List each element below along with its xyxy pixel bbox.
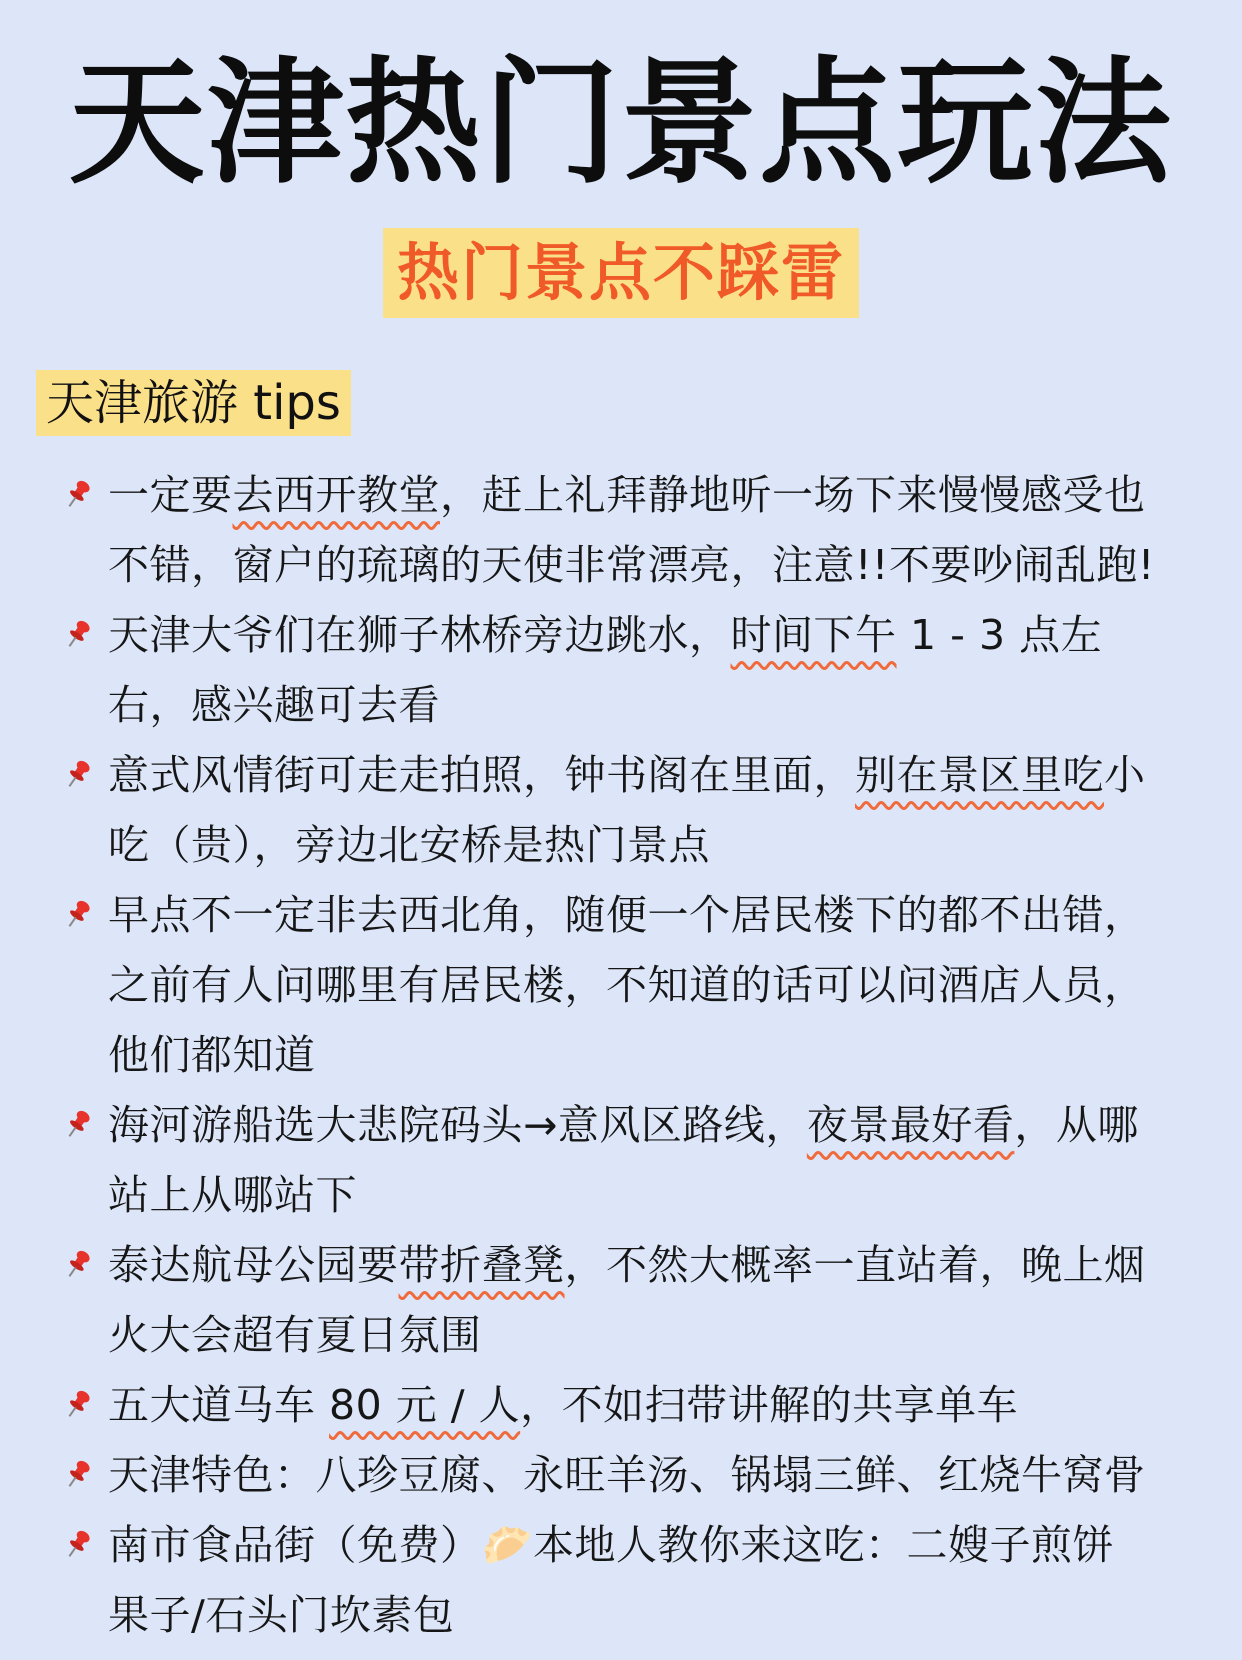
highlight-text: 去西开教堂 <box>232 471 440 519</box>
highlight-text: 夜景最好看 <box>806 1101 1015 1149</box>
tip-item <box>0 740 1242 880</box>
page-title: 天津热门景点玩法 <box>69 43 1173 203</box>
pushpin-icon <box>64 1528 92 1560</box>
tip-text: 早点不一定非去西北角，随便一个居民楼下的都不出错， 之前有人问哪里有居民楼，不知道的话可以问酒店人员， 他们都知道 <box>108 891 1146 1079</box>
subtitle: 热门景点不踩雷 <box>383 228 859 318</box>
tip-text: 五大道马车 80 元 / 人，不如扫带讲解的共享单车 <box>108 1381 1019 1429</box>
tip-text: 泰达航母公园要带折叠凳，不然大概率一直站着，晚上烟 火大会超有夏日氛围 <box>108 1241 1146 1359</box>
section-tag: 天津旅游 tips <box>36 370 351 436</box>
pushpin-icon <box>64 478 92 510</box>
tip-item <box>0 1510 1242 1650</box>
pushpin-icon <box>64 1458 92 1490</box>
highlight-text: 80 元 / 人 <box>329 1381 521 1429</box>
pushpin-icon <box>64 1388 92 1420</box>
tip-item <box>0 460 1242 600</box>
tip-item <box>0 1230 1242 1370</box>
tip-text: 一定要去西开教堂，赶上礼拜静地听一场下来慢慢感受也 不错，窗户的琉璃的天使非常漂亮，注意!!不要吵闹乱跑! <box>108 471 1155 589</box>
tip-item <box>0 1370 1242 1440</box>
tip-item <box>0 1440 1242 1510</box>
tips-list <box>0 460 1242 1650</box>
tip-item <box>0 1090 1242 1230</box>
pushpin-icon <box>64 898 92 930</box>
tip-text: 意式风情街可走走拍照，钟书阁在里面，别在景区里吃小 吃（贵），旁边北安桥是热门景点 <box>108 751 1146 869</box>
subtitle-banner <box>0 228 1242 318</box>
tip-text: 海河游船选大悲院码头→意风区路线，夜景最好看，从哪 站上从哪站下 <box>108 1101 1139 1219</box>
pushpin-icon <box>64 1108 92 1140</box>
highlight-text: 时间下午 <box>730 611 897 659</box>
tip-text: 南市食品街（免费）🥟本地人教你来这吃：二嫂子煎饼 果子/石头门坎素包 <box>108 1521 1115 1639</box>
pushpin-icon <box>64 618 92 650</box>
tip-text: 天津大爷们在狮子林桥旁边跳水，时间下午 1 - 3 点左 右，感兴趣可去看 <box>108 611 1103 729</box>
highlight-text: 别在景区里吃 <box>855 751 1104 799</box>
tip-item <box>0 880 1242 1090</box>
highlight-text: 带折叠凳 <box>398 1241 565 1289</box>
pushpin-icon <box>64 1248 92 1280</box>
tip-item <box>0 600 1242 740</box>
pushpin-icon <box>64 758 92 790</box>
tip-text: 天津特色：八珍豆腐、永旺羊汤、锅塌三鲜、红烧牛窝骨 <box>108 1451 1146 1499</box>
